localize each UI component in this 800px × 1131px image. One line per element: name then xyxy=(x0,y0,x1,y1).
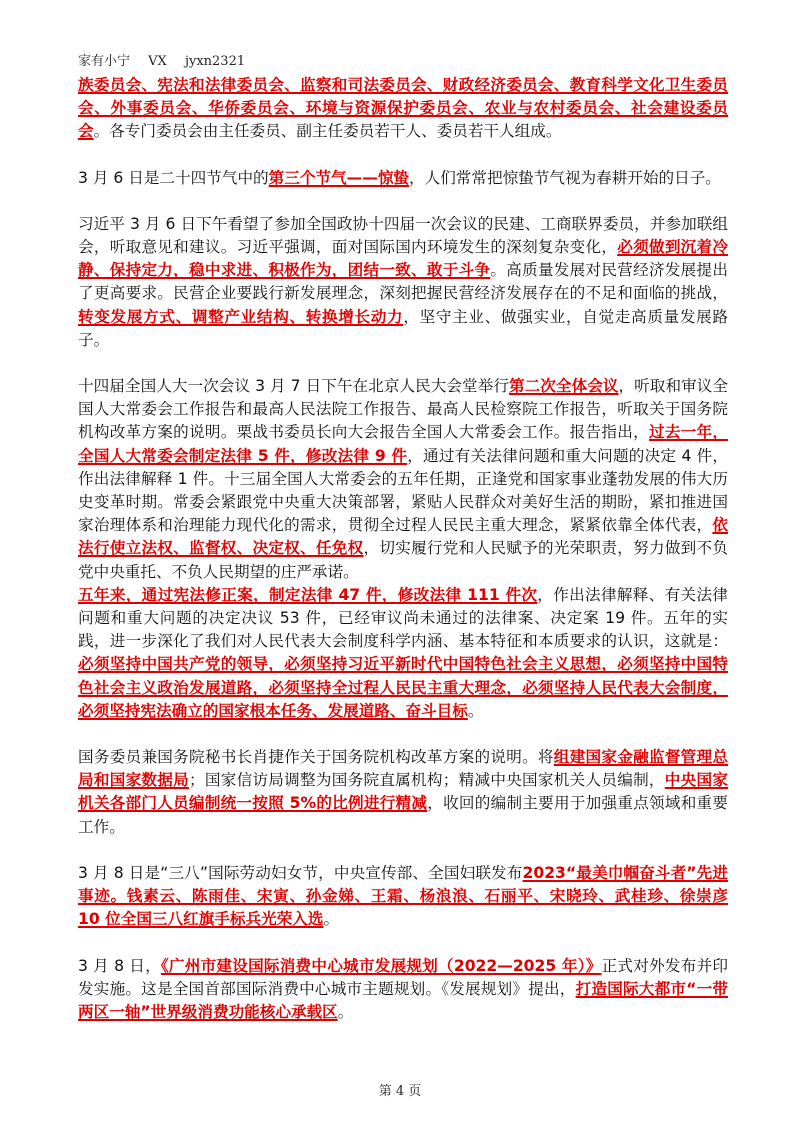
body-text: 3 月 6 日是二十四节气中的 xyxy=(78,168,269,187)
document-body xyxy=(78,74,728,1047)
body-text: 国务委员兼国务院秘书长肖捷作关于国务院机构改革方案的说明。将 xyxy=(78,748,554,767)
body-text: ，切实履行党和人民赋予的光荣职责，努力做到不负党中央重托、不负人民期望的庄严承诺。 xyxy=(78,539,728,581)
body-text: 。 xyxy=(337,1002,354,1021)
body-text: ，通过有关法律问题和重大问题的决定 4 件，作出法律解释 1 件。十三届全国人大常委会的五年任期，正逢党和国家事业蓬勃发展的伟大历史变革时期。常委会紧跟党中央重大决策部署，紧贴人民群众对美好生活的期盼，紧扣推进国家治理体系和治理能力现代化的需求，贯彻全过程人民民主重大理念，紧紧依靠全体代表， xyxy=(78,446,729,535)
body-text: 十四届全国人大一次会议 3 月 7 日下午在北京人民大会堂举行 xyxy=(78,377,509,396)
highlighted-text: 中央国家机关各部门人员编制统一按照 5%的比例进行精减 xyxy=(78,771,728,813)
body-text: ，人们常常把惊蛰节气视为春耕开始的日子。 xyxy=(409,168,721,187)
body-text: ，收回的编制主要用于加强重点领域和重要工作。 xyxy=(78,794,728,836)
body-text: ，听取和审议全国人大常委会工作报告和最高人民法院工作报告、最高人民检察院工作报告，听取关于国务院机构改革方案的说明。栗战书委员长向大会报告全国人大常委会工作。报告指出， xyxy=(78,377,728,442)
body-text: ，坚守主业、做强实业，自觉走高质量发展路子。 xyxy=(78,307,728,349)
highlighted-text: 族委员会、宪法和法律委员会、监察和司法委员会、财政经济委员会、教育科学文化卫生委员会、外事委员会、华侨委员会、环境与资源保护委员会、农业与农村委员会、社会建设委员会 xyxy=(78,76,728,141)
paragraph-womens-day xyxy=(78,862,728,932)
highlighted-text: 必须坚持中国共产党的领导，必须坚持习近平新时代中国特色社会主义思想，必须坚持中国特色社会主义政治发展道路，必须坚持全过程人民民主重大理念，必须坚持人民代表大会制度，必须坚持宪法确立的国家根本任务、发展道路、奋斗目标 xyxy=(78,655,728,720)
highlighted-text: 组建国家金融监督管理总局和国家数据局 xyxy=(78,748,728,790)
header-vx-id: jyxn2321 xyxy=(184,54,246,69)
body-text: 。各专门委员会由主任委员、副主任委员若干人、委员若干人组成。 xyxy=(93,122,562,141)
body-text: 3 月 8 日， xyxy=(78,956,161,975)
highlighted-text: 必须做到沉着冷静、保持定力，稳中求进、积极作为，团结一致、敢于斗争 xyxy=(78,238,728,280)
page-header xyxy=(78,50,259,69)
highlighted-text: 过去一年，全国人大常委会制定法律 5 件，修改法律 9 件 xyxy=(78,423,728,465)
highlighted-text: 打造国际大都市“一带两区一轴”世界级消费功能核心承载区 xyxy=(78,979,729,1021)
highlighted-text: 第三个节气——惊蛰 xyxy=(268,168,410,187)
highlighted-text: 依法行使立法权、监督权、决定权、任免权 xyxy=(78,516,728,558)
paragraph-npc-session xyxy=(78,375,728,723)
highlighted-text: 2023“最美巾帼奋斗者”先进事迹。钱素云、陈雨佳、宋寅、孙金娣、王霜、杨浪浪、石丽平、宋晓玲、武桂珍、徐崇彦 10 位全国三八红旗手标兵光荣入选 xyxy=(78,863,728,929)
paragraph-committees xyxy=(78,74,728,144)
body-text: ，作出法律解释、有关法律问题和重大问题的决定决议 53 件，已经审议尚未通过的法律案、决定案 19 件。五年的实践，进一步深化了我们对人民代表大会制度科学内涵、基本特征和本质要求的认识，这就是： xyxy=(78,585,728,651)
body-text: 。 xyxy=(467,701,484,720)
body-text: 。 xyxy=(323,910,340,929)
paragraph-xi-visit xyxy=(78,213,728,352)
body-text: ；国家信访局调整为国务院直属机构；精减中央国家机关人员编制， xyxy=(189,771,665,790)
header-vx-label: VX xyxy=(148,54,167,69)
highlighted-text: 《广州市建设国际消费中心城市发展规划（2022—2025 年）》 xyxy=(160,956,602,975)
highlighted-text: 转变发展方式、调整产业结构、转换增长动力 xyxy=(78,307,404,326)
body-text: 正式对外发布并印发实施。这是全国首部国际消费中心城市主题规划。《发展规划》提出， xyxy=(78,956,728,998)
body-text: 。高质量发展对民营经济发展提出了更高要求。民营企业要践行新发展理念，深刻把握民营经济发展存在的不足和面临的挑战， xyxy=(78,261,728,303)
paragraph-state-council-reform xyxy=(78,746,728,839)
body-text: 习近平 3 月 6 日下午看望了参加全国政协十四届一次会议的民建、工商联界委员，并参加联组会，听取意见和建议。习近平强调，面对国际国内环境发生的深刻复杂变化， xyxy=(78,214,728,257)
body-text: 3 月 8 日是“三八”国际劳动妇女节，中央宣传部、全国妇联发布 xyxy=(78,863,523,882)
highlighted-text: 第二次全体会议 xyxy=(509,377,619,396)
paragraph-jingzhe xyxy=(78,167,728,190)
paragraph-guangzhou-plan xyxy=(78,955,728,1025)
page-number: 第 4 页 xyxy=(378,1084,422,1099)
highlighted-text: 五年来，通过宪法修正案，制定法律 47 件，修改法律 111 件次 xyxy=(78,585,538,604)
header-brand: 家有小宁 xyxy=(78,54,131,69)
